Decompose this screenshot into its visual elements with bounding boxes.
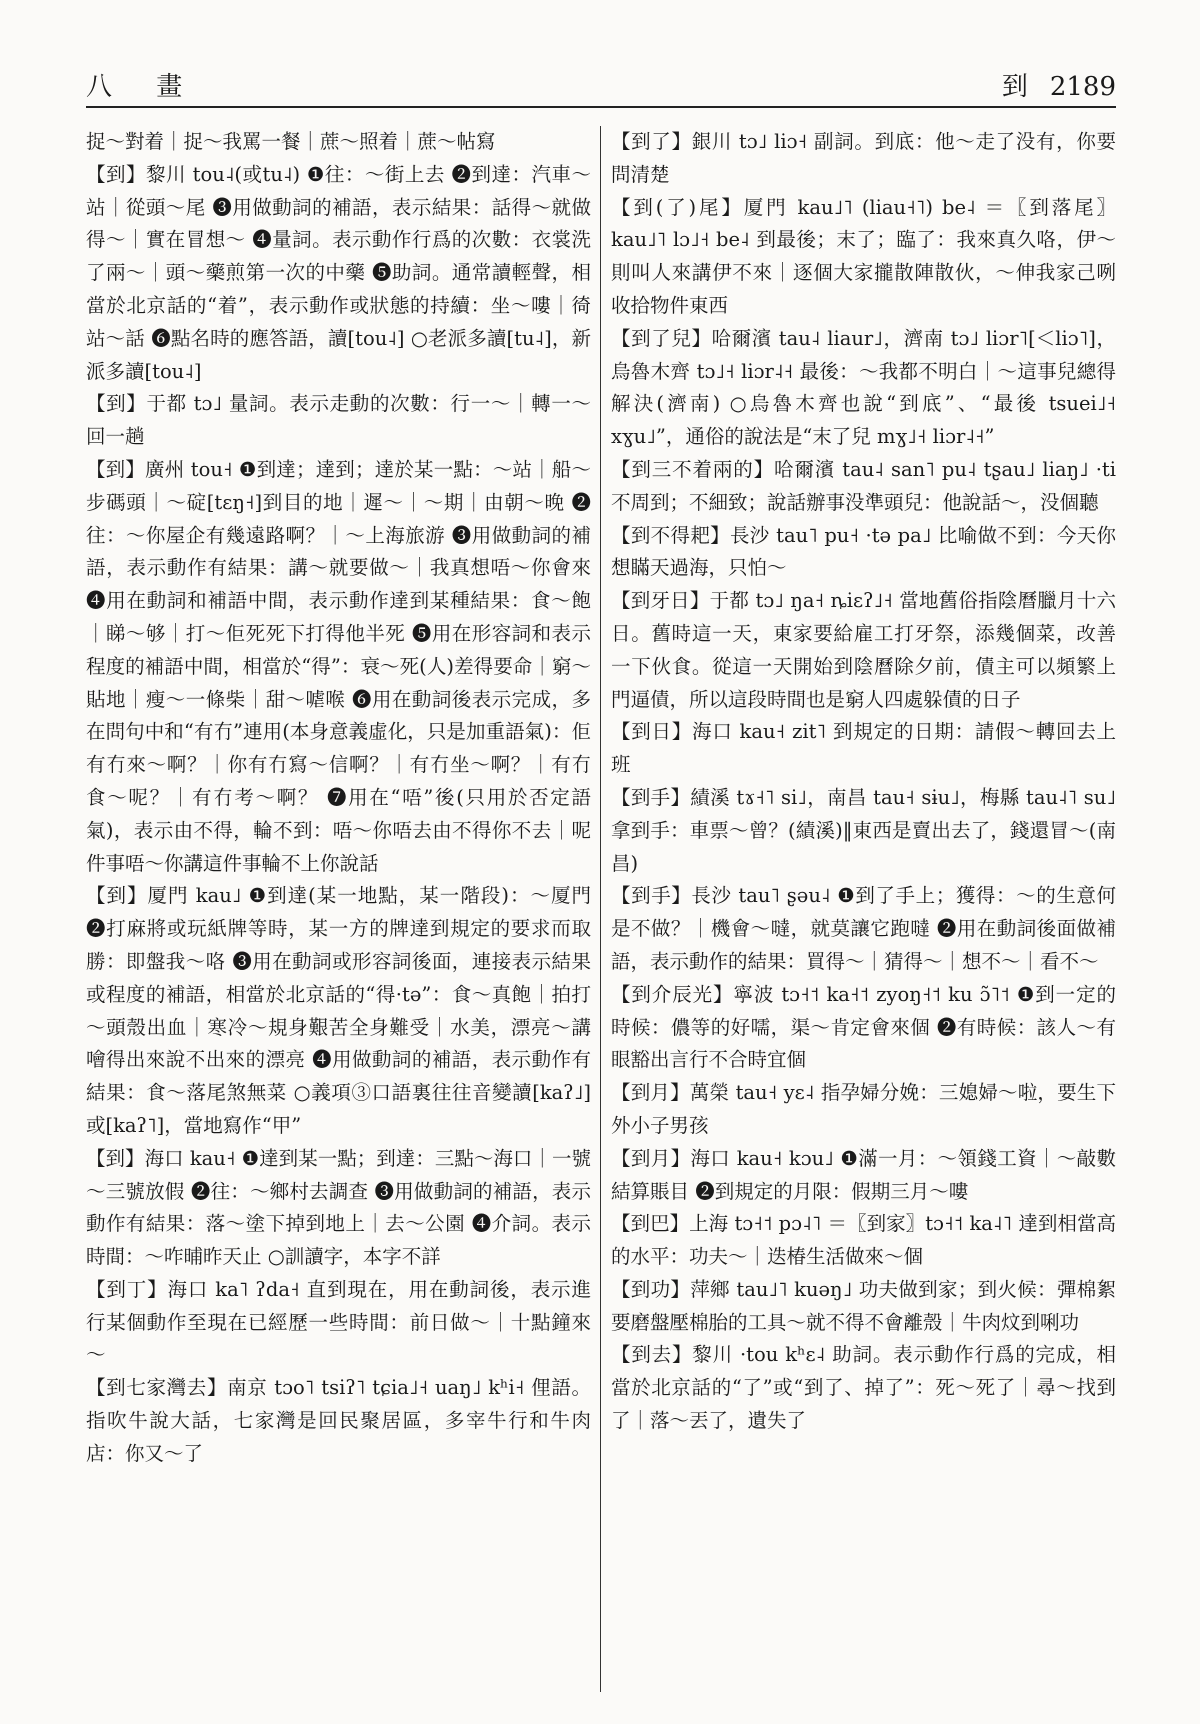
entry: 【到】于都 tɔ˩ 量詞。表示走動的次數：行一～｜轉一～回一趟	[86, 392, 591, 449]
entry: 【到功】萍鄉 tau˩˥ kuəŋ˩ 功夫做到家；到火候：彈棉絮要磨盤壓棉胎的工具～就不得不會離殼｜牛肉炆到唎功	[611, 1277, 1116, 1334]
entry: 【到牙日】于都 tɔ˩ ŋa˧ ȵiɛʔ˩˧ 當地舊俗指陰曆臘月十六日。舊時這一天，東家要給雇工打牙祭，添幾個菜，改善一下伙食。從這一天開始到陰曆除夕前，債主可以頻繁上門逼債，所以這段時間也是窮人四處躲債的日子	[611, 589, 1116, 711]
entry: 【到丁】海口 ka˥ ʔda˧ 直到現在，用在動詞後，表示進行某個動作至現在已經歷一些時間：前日做～｜十點鐘來～	[86, 1277, 591, 1367]
running-headword: 到	[1001, 72, 1028, 102]
entry: 【到不得耙】長沙 tau˥ pu˧ ·tə pa˩ 比喻做不到：今天你想瞞天過海，只怕～	[611, 523, 1116, 580]
entry: 【到了】銀川 tɔ˩ liɔ˧ 副詞。到底：他～走了没有，你要問清楚	[611, 130, 1116, 186]
entry: 【到(了)尾】厦門 kau˩˥ (liau˧˥) be˨ ＝〖到落尾〗kau˩˥ lɔ˩˧ be˨ 到最後；末了；臨了：我來真久咯，伊～則叫人來講伊不來｜逐個大家攏散陣散伙，～伸我家己咧收拾物件東西	[611, 195, 1116, 317]
entry: 【到介辰光】寧波 tɔ˧˦ ka˧˦ zyoŋ˧˦ ku ɔ̃˥˦ ❶到一定的時候：儂等的好嚅，渠～肯定會來個 ❷有時候：該人～有眼豁出言行不合時宜個	[611, 982, 1116, 1072]
column-divider	[600, 126, 601, 1692]
entry: 【到月】海口 kau˧ kɔu˩ ❶滿一月：～領錢工資｜～敲數結算賬目 ❷到規定的月限：假期三月～嘍	[611, 1146, 1116, 1203]
entry: 【到巴】上海 tɔ˧˦ pɔ˨˥ ＝〖到家〗tɔ˧˦ ka˨˥ 達到相當高的水平：功夫～｜迭椿生活做來～個	[611, 1212, 1116, 1269]
entry: 【到】黎川 tou˨(或tu˨) ❶往：～街上去 ❷到達：汽車～站｜從頭～尾 ❸用做動詞的補語，表示結果：話得～就做得～｜實在冒想～ ❹量詞。表示動作行爲的次數：衣裳洗了兩～｜頭～藥煎第一次的中藥 ❺助詞。通常讀輕聲，相當於北京話的“着”，表示動作或狀態的持續：坐～嘍｜徛站～話 ❻點名時的應答語，讀[tou˨] ○老派多讀[tu˨]，新派多讀[tou˨]	[86, 162, 591, 383]
right-column	[611, 126, 1116, 1692]
two-column-body	[86, 126, 1116, 1692]
entry: 【到手】績溪 tɤ˧˥ si˩，南昌 tau˧ sɨu˩，梅縣 tau˨˥ su˩ 拿到手：車票～曾？(績溪)‖東西是賣出去了，錢還冒～(南昌)	[611, 785, 1116, 875]
entry: 【到手】長沙 tau˥ ʂəu˨ ❶到了手上；獲得：～的生意何是不做？｜機會～噠，就莫讓它跑噠 ❷用在動詞後面做補語，表示動作的結果：買得～｜猜得～｜想不～｜看不～	[611, 884, 1116, 973]
entry: 【到了兒】哈爾濱 tau˨ liaur˩，濟南 tɔ˩ liɔr˥[＜liɔ˥]，烏魯木齊 tɔ˩˧ liɔr˨˧ 最後：～我都不明白｜～這事兒總得解決(濟南) ○烏魯木齊也說“到底”、“最後 tsuei˩˧ xɣu˩”，通俗的說法是“末了兒 mɣ˩˧ liɔr˨˧”	[611, 326, 1116, 449]
entry: 【到三不着兩的】哈爾濱 tau˨ san˥ pu˨ tʂau˩ liaŋ˩ ·ti 不周到；不細致；說話辦事没準頭兒：他說話～，没個聽	[611, 457, 1116, 514]
entry: 【到日】海口 kau˧ zit˥ 到規定的日期：請假～轉回去上班	[611, 720, 1116, 777]
entry: 【到】廣州 tou˧ ❶到達；達到；達於某一點：～站｜船～步碼頭｜～碇[tɛŋ˧]到目的地｜遲～｜～期｜由朝～晚 ❷往：～你屋企有幾遠路啊？｜～上海旅游 ❸用做動詞的補語，表示動作有結果：講～就要做～｜我真想唔～你會來 ❹用在動詞和補語中間，表示動作達到某種結果：食～飽｜睇～够｜打～佢死死下打得他半死 ❺用在形容詞和表示程度的補語中間，相當於“得”：衰～死(人)差得要命｜窮～貼地｜瘦～一條柴｜甜～㖸喉 ❻用在動詞後表示完成，多在問句中和“有冇”連用(本身意義虛化，只是加重語氣)：佢有冇來～啊？｜你有冇寫～信啊？｜有冇坐～啊？｜有冇食～呢？｜有冇考～啊？ ❼用在“唔”後(只用於否定語氣)，表示由不得，輪不到：唔～你唔去由不得你不去｜呢件事唔～你講這件事輪不上你說話	[86, 457, 591, 875]
entry: 【到去】黎川 ·tou kʰɛ˨ 助詞。表示動作行爲的完成，相當於北京話的“了”或“到了、掉了”：死～死了｜尋～找到了｜落～丟了，遺失了	[611, 1343, 1116, 1433]
left-column	[86, 126, 591, 1692]
entry: 【到七家灣去】南京 tɔo˥ tsiʔ˥ tɕia˩˧ uaŋ˩ kʰi˧ 俚語。指吹牛說大話，七家灣是回民聚居區，多宰牛行和牛肉店：你又～了	[86, 1376, 591, 1465]
running-head	[980, 66, 1116, 103]
entry: 【到】海口 kau˧ ❶達到某一點；到達：三點～海口｜一號～三號放假 ❷往：～鄉村去調查 ❸用做動詞的補語，表示動作有結果：落～塗下掉到地上｜去～公園 ❹介詞。表示時間：～咋晡昨天止 ○訓讀字，本字不詳	[86, 1146, 591, 1269]
entry: 捉～對着｜捉～我罵一餐｜蔗～照着｜蔗～帖寫	[86, 130, 496, 153]
entry: 【到月】萬榮 tau˧ yɛ˨ 指孕婦分娩：三媳婦～啦，要生下外小子男孩	[611, 1081, 1116, 1137]
section-title: 八 畫	[86, 72, 201, 102]
page-number: 2189	[1049, 72, 1116, 102]
entry: 【到】厦門 kau˩ ❶到達(某一地點，某一階段)：～厦門 ❷打麻將或玩紙牌等時，某一方的牌達到規定的要求而取勝：即盤我～咯 ❸用在動詞或形容詞後面，連接表示結果或程度的補語，相當於北京話的“得·tə”：食～真飽｜拍打～頭殼出血｜寒冷～規身艱苦全身難受｜水美，漂亮～講噲得出來說不出來的漂亮 ❹用做動詞的補語，表示動作有結果：食～落尾煞無菜 ○義項③口語裏往往音變讀[kaʔ˩]或[kaʔ˥]，當地寫作“甲”	[86, 884, 591, 1137]
page-header	[86, 62, 1116, 108]
dictionary-page	[86, 62, 1116, 1692]
